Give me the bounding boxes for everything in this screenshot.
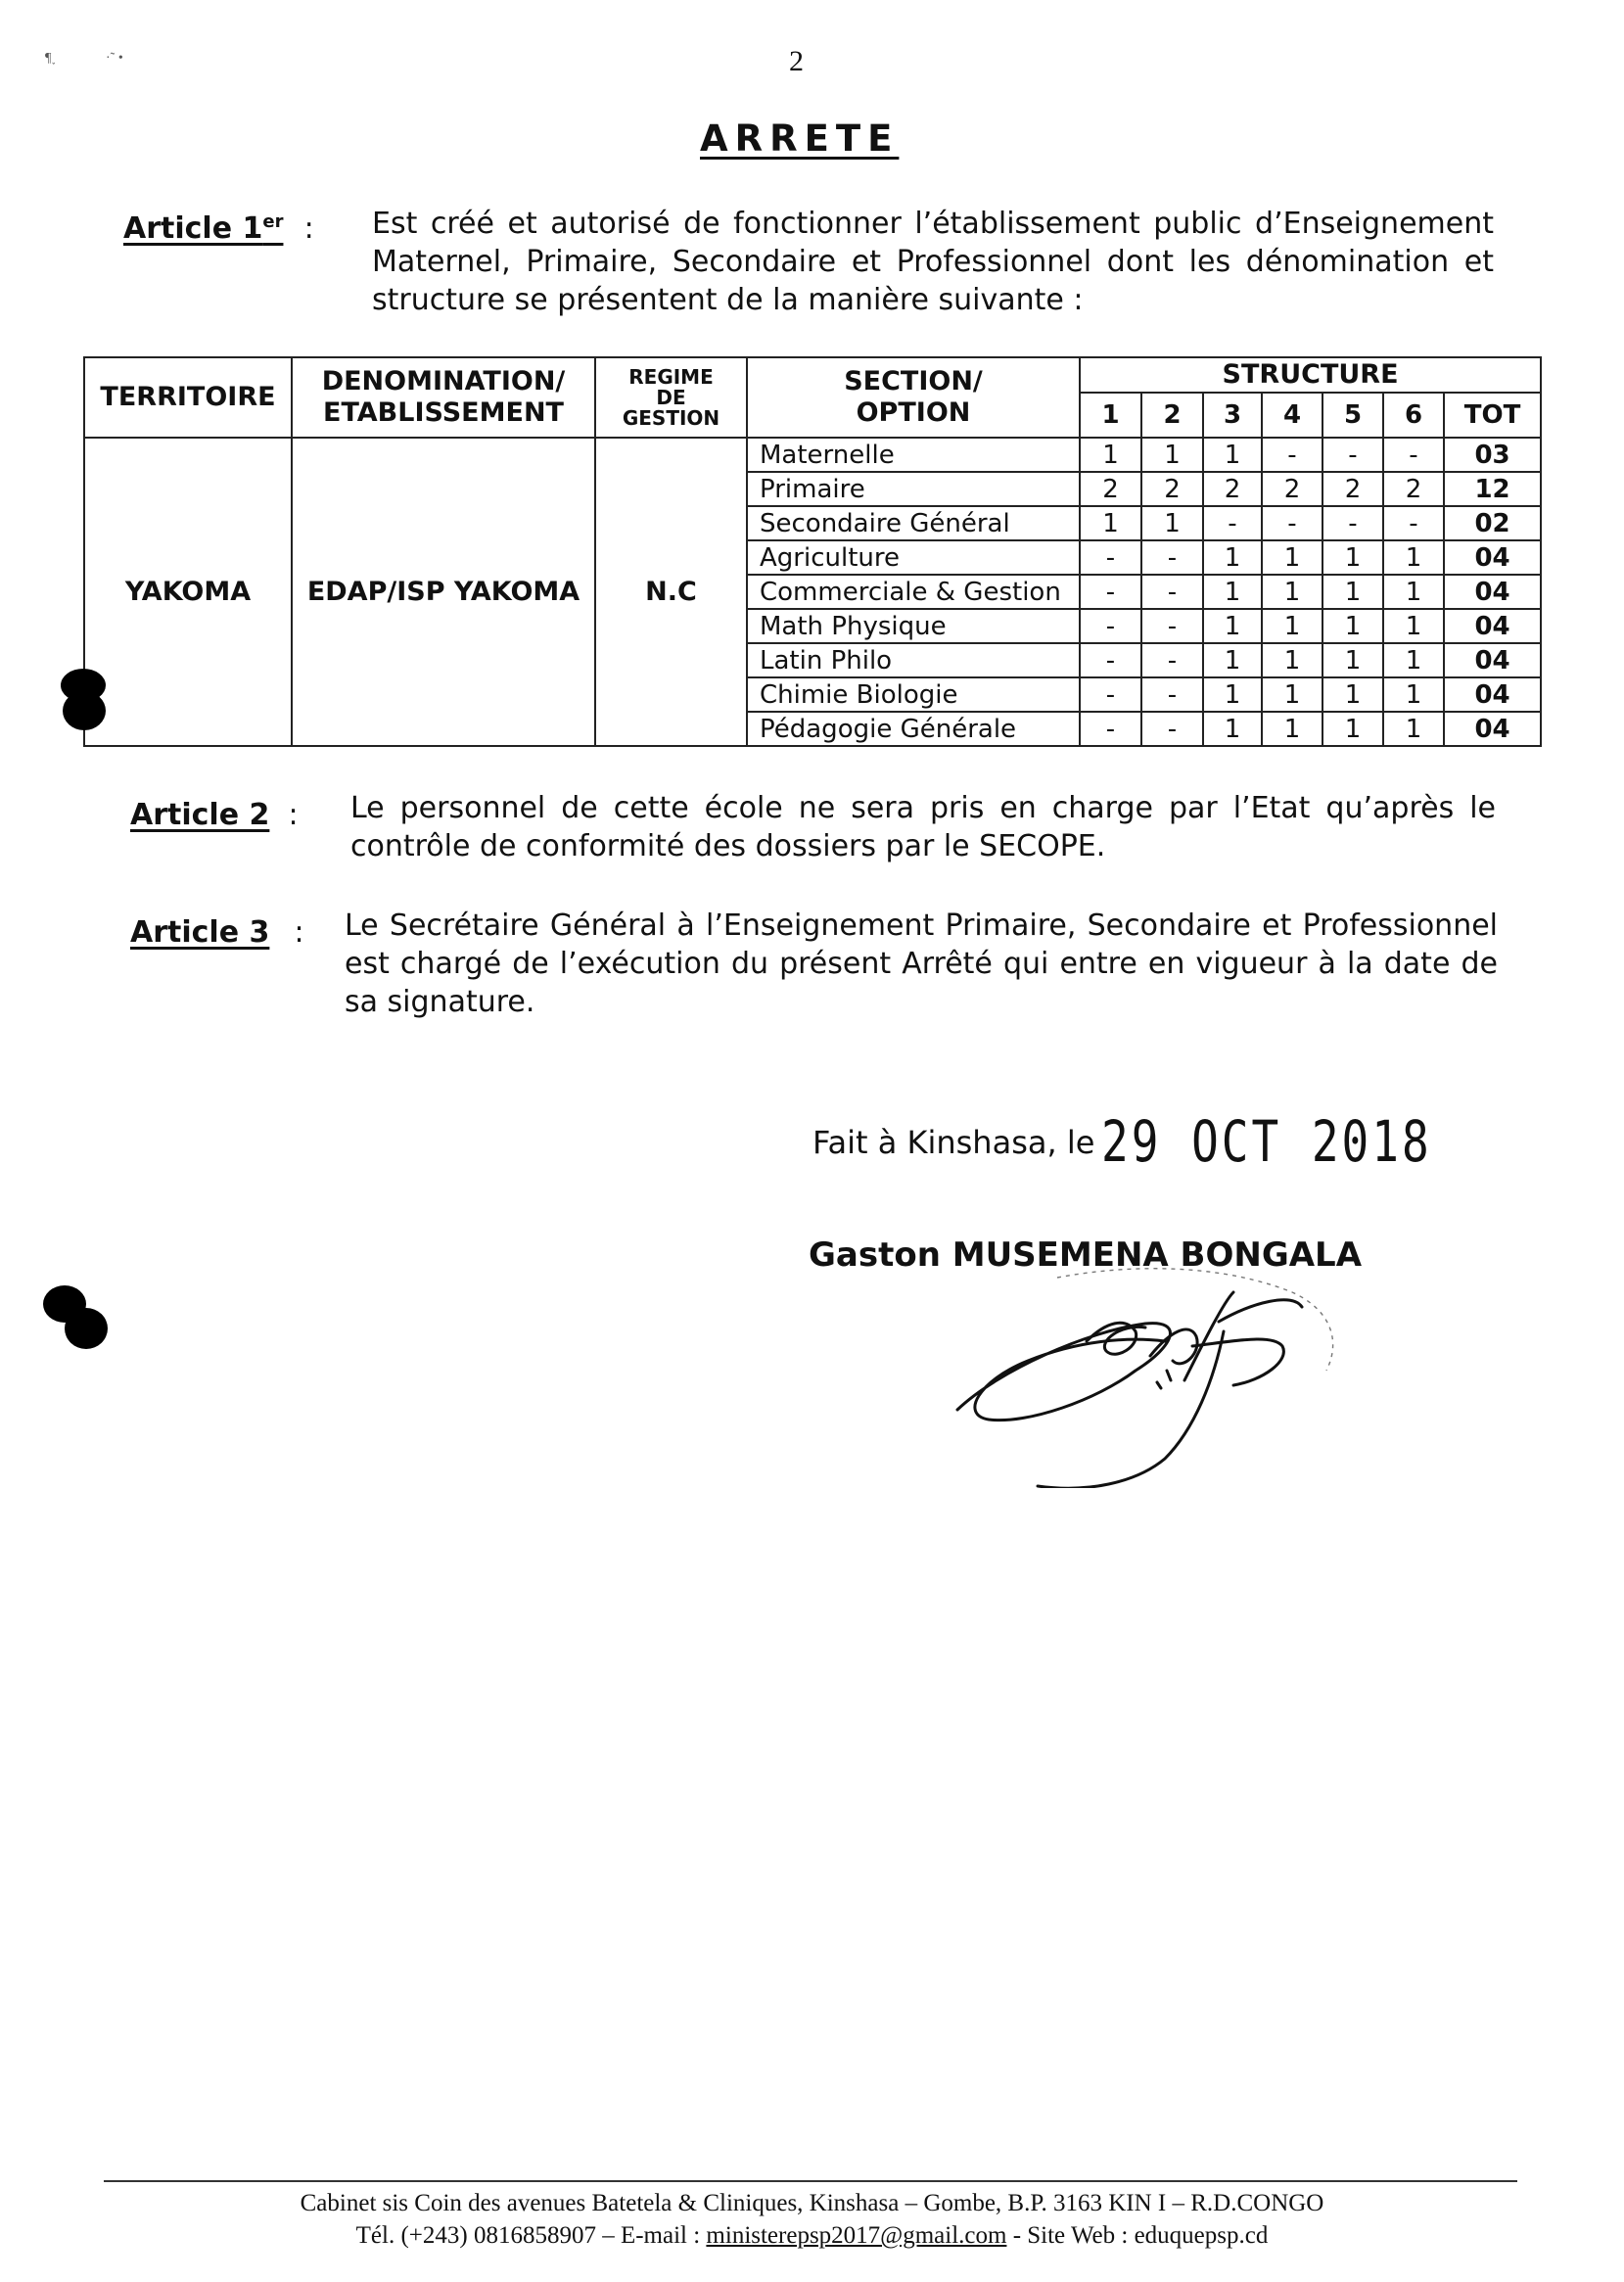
section-cell: Chimie Biologie bbox=[747, 677, 1080, 712]
structure-cell: 2 bbox=[1383, 472, 1444, 506]
text-line: Le Secrétaire Général à l’Enseignement Primaire, Secondaire et Professionnel bbox=[345, 908, 1498, 943]
total-cell: 04 bbox=[1444, 609, 1541, 643]
article3-text bbox=[345, 907, 1498, 1021]
header-col-1: 1 bbox=[1080, 393, 1141, 438]
section-cell: Agriculture bbox=[747, 540, 1080, 575]
structure-cell: 1 bbox=[1262, 677, 1322, 712]
article3-colon: : bbox=[294, 915, 304, 950]
total-cell: 02 bbox=[1444, 506, 1541, 540]
etablissement-cell: EDAP/ISP YAKOMA bbox=[292, 438, 595, 746]
text-line: Le personnel de cette école ne sera pris en charge par l’Etat qu’après le bbox=[350, 791, 1496, 825]
structure-cell: 1 bbox=[1141, 438, 1203, 472]
signatory-name: Gaston MUSEMENA BONGALA bbox=[809, 1235, 1363, 1275]
text-line: contrôle de conformité des dossiers par le SECOPE. bbox=[350, 829, 1106, 863]
structure-cell: 1 bbox=[1322, 540, 1383, 575]
article1-label: Article 1er bbox=[123, 211, 284, 246]
structure-cell: 1 bbox=[1203, 575, 1262, 609]
structure-cell: - bbox=[1080, 677, 1141, 712]
structure-cell: 1 bbox=[1262, 609, 1322, 643]
article2-label: Article 2 bbox=[130, 798, 270, 832]
structure-cell: - bbox=[1262, 506, 1322, 540]
structure-cell: 2 bbox=[1141, 472, 1203, 506]
section-cell: Secondaire Général bbox=[747, 506, 1080, 540]
structure-cell: 1 bbox=[1383, 677, 1444, 712]
section-cell: Latin Philo bbox=[747, 643, 1080, 677]
section-cell: Maternelle bbox=[747, 438, 1080, 472]
structure-cell: - bbox=[1080, 712, 1141, 746]
header-section: SECTION/ OPTION bbox=[747, 357, 1080, 438]
structure-cell: 2 bbox=[1203, 472, 1262, 506]
structure-cell: - bbox=[1203, 506, 1262, 540]
table-row bbox=[84, 438, 1541, 472]
structure-cell: - bbox=[1080, 609, 1141, 643]
date-stamp: 29 OCT 2018 bbox=[1101, 1108, 1432, 1175]
text-line: Est créé et autorisé de fonctionner l’établissement public d’Enseignement bbox=[372, 207, 1494, 241]
section-cell: Pédagogie Générale bbox=[747, 712, 1080, 746]
structure-cell: 2 bbox=[1262, 472, 1322, 506]
structure-cell: - bbox=[1322, 438, 1383, 472]
place-date-label: Fait à Kinshasa, le bbox=[812, 1124, 1095, 1161]
text-line: sa signature. bbox=[345, 985, 535, 1019]
structure-cell: 1 bbox=[1080, 506, 1141, 540]
structure-cell: 2 bbox=[1322, 472, 1383, 506]
structure-cell: 1 bbox=[1322, 609, 1383, 643]
total-cell: 03 bbox=[1444, 438, 1541, 472]
text-line: Maternel, Primaire, Secondaire et Professionnel dont les dénomination et bbox=[372, 245, 1494, 279]
structure-cell: - bbox=[1141, 609, 1203, 643]
structure-cell: - bbox=[1262, 438, 1322, 472]
header-col-6: 6 bbox=[1383, 393, 1444, 438]
footer-email[interactable]: ministerepsp2017@gmail.com bbox=[706, 2222, 1007, 2249]
footer-address: Cabinet sis Coin des avenues Batetela & Cliniques, Kinshasa – Gombe, B.P. 3163 KIN I – R.D.CONGO bbox=[300, 2190, 1324, 2216]
footer-rule bbox=[104, 2180, 1517, 2182]
structure-cell: 1 bbox=[1262, 540, 1322, 575]
handwritten-signature bbox=[940, 1263, 1370, 1488]
structure-cell: 1 bbox=[1203, 712, 1262, 746]
article1-colon: : bbox=[303, 211, 314, 246]
article2-text bbox=[350, 789, 1496, 865]
structure-cell: 1 bbox=[1383, 609, 1444, 643]
footer-contact: Tél. (+243) 0816858907 – E-mail : ministerepsp2017@gmail.com - Site Web : eduquepsp.cd bbox=[355, 2222, 1269, 2249]
header-col-5: 5 bbox=[1322, 393, 1383, 438]
punch-hole-mark bbox=[63, 691, 106, 730]
structure-cell: 1 bbox=[1322, 643, 1383, 677]
header-col-2: 2 bbox=[1141, 393, 1203, 438]
header-denomination: DENOMINATION/ ETABLISSEMENT bbox=[292, 357, 595, 438]
structure-cell: 1 bbox=[1203, 677, 1262, 712]
structure-cell: 1 bbox=[1203, 438, 1262, 472]
structure-cell: 1 bbox=[1203, 609, 1262, 643]
article3-heading bbox=[130, 915, 304, 950]
scan-artifact: ·˜ • bbox=[106, 51, 123, 66]
page-number: 2 bbox=[789, 45, 804, 77]
structure-cell: 2 bbox=[1080, 472, 1141, 506]
article1-text bbox=[372, 205, 1494, 319]
structure-cell: 1 bbox=[1262, 643, 1322, 677]
total-cell: 04 bbox=[1444, 643, 1541, 677]
total-cell: 04 bbox=[1444, 575, 1541, 609]
structure-cell: 1 bbox=[1322, 677, 1383, 712]
structure-cell: 1 bbox=[1203, 643, 1262, 677]
structure-cell: - bbox=[1080, 540, 1141, 575]
structure-cell: 1 bbox=[1141, 506, 1203, 540]
document-title: ARRETE bbox=[700, 117, 900, 160]
header-regime: REGIME DE GESTION bbox=[595, 357, 747, 438]
text-line: est chargé de l’exécution du présent Arrêté qui entre en vigueur à la date de bbox=[345, 947, 1498, 981]
section-cell: Primaire bbox=[747, 472, 1080, 506]
article3-label: Article 3 bbox=[130, 915, 270, 950]
structure-cell: - bbox=[1141, 643, 1203, 677]
article2-heading bbox=[130, 798, 299, 832]
structure-cell: 1 bbox=[1322, 575, 1383, 609]
structure-cell: 1 bbox=[1080, 438, 1141, 472]
section-cell: Commerciale & Gestion bbox=[747, 575, 1080, 609]
structure-cell: 1 bbox=[1383, 643, 1444, 677]
structure-cell: - bbox=[1383, 506, 1444, 540]
total-cell: 12 bbox=[1444, 472, 1541, 506]
scan-artifact: ¶˯ bbox=[45, 51, 57, 66]
article1-heading bbox=[123, 211, 314, 246]
structure-cell: - bbox=[1141, 677, 1203, 712]
punch-hole-mark bbox=[65, 1308, 108, 1349]
structure-cell: - bbox=[1383, 438, 1444, 472]
structure-cell: 1 bbox=[1383, 712, 1444, 746]
article2-colon: : bbox=[288, 798, 299, 832]
structure-cell: - bbox=[1080, 643, 1141, 677]
section-cell: Math Physique bbox=[747, 609, 1080, 643]
structure-cell: 1 bbox=[1322, 712, 1383, 746]
structure-table bbox=[83, 356, 1542, 747]
structure-cell: 1 bbox=[1383, 540, 1444, 575]
structure-cell: - bbox=[1080, 575, 1141, 609]
structure-cell: 1 bbox=[1262, 712, 1322, 746]
structure-cell: 1 bbox=[1383, 575, 1444, 609]
total-cell: 04 bbox=[1444, 677, 1541, 712]
structure-cell: 1 bbox=[1262, 575, 1322, 609]
header-structure: STRUCTURE bbox=[1080, 357, 1541, 393]
text-line: structure se présentent de la manière suivante : bbox=[372, 283, 1084, 317]
structure-cell: - bbox=[1141, 712, 1203, 746]
header-territoire: TERRITOIRE bbox=[84, 357, 292, 438]
header-col-3: 3 bbox=[1203, 393, 1262, 438]
total-cell: 04 bbox=[1444, 540, 1541, 575]
total-cell: 04 bbox=[1444, 712, 1541, 746]
structure-cell: 1 bbox=[1203, 540, 1262, 575]
structure-cell: - bbox=[1322, 506, 1383, 540]
regime-cell: N.C bbox=[595, 438, 747, 746]
header-col-tot: TOT bbox=[1444, 393, 1541, 438]
header-col-4: 4 bbox=[1262, 393, 1322, 438]
territoire-cell: YAKOMA bbox=[84, 438, 292, 746]
structure-cell: - bbox=[1141, 575, 1203, 609]
structure-cell: - bbox=[1141, 540, 1203, 575]
